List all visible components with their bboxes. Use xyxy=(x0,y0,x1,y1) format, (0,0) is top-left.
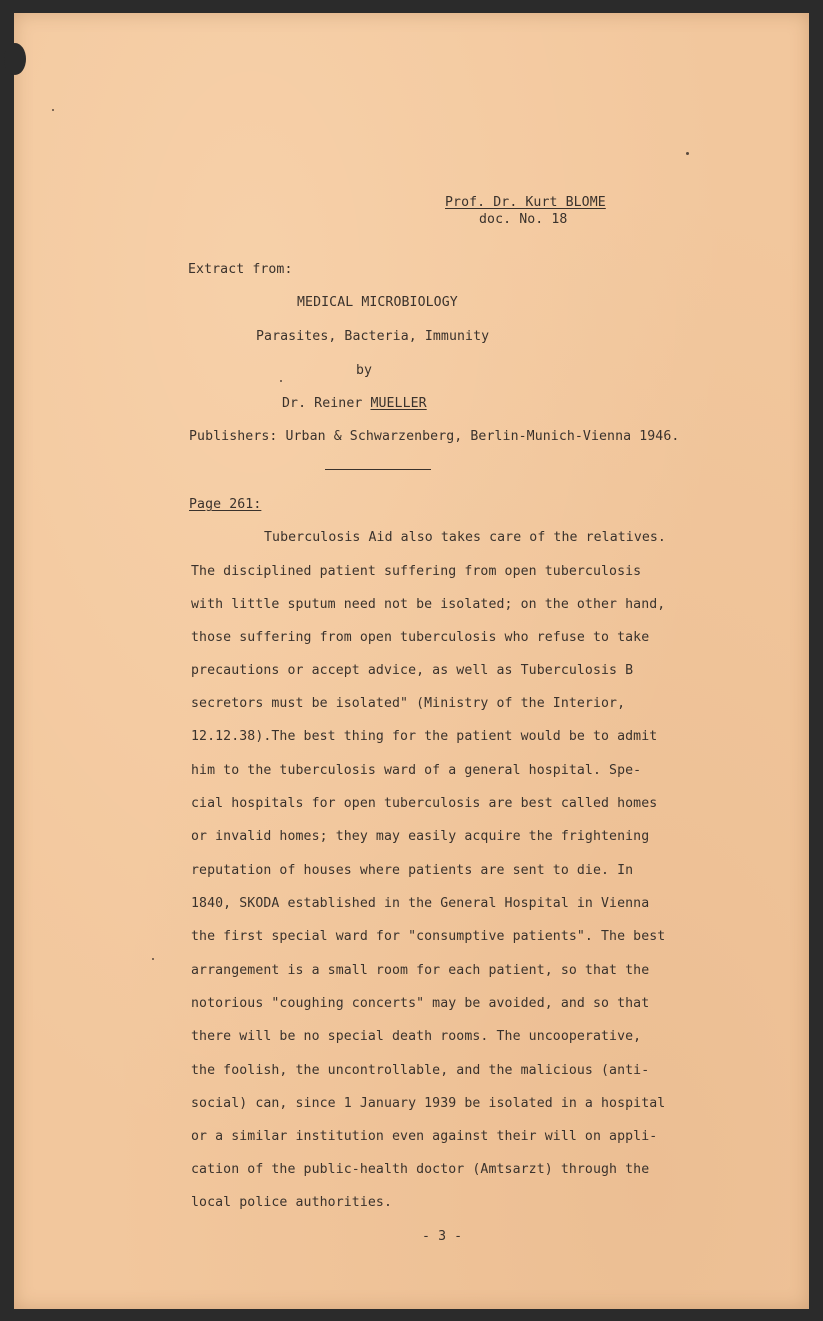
document-number: doc. No. 18 xyxy=(479,212,568,227)
body-line: reputation of houses where patients are sent to die. In xyxy=(191,863,634,878)
body-line: Tuberculosis Aid also takes care of the relatives. xyxy=(264,530,666,545)
body-line: the foolish, the uncontrollable, and the malicious (anti- xyxy=(191,1063,650,1078)
body-line: precautions or accept advice, as well as Tuberculosis B xyxy=(191,663,634,678)
body-line: The disciplined patient suffering from open tuberculosis xyxy=(191,564,642,579)
body-line: 1840, SKODA established in the General Hospital in Vienna xyxy=(191,896,650,911)
body-line: or a similar institution even against their will on appli- xyxy=(191,1129,658,1144)
book-author xyxy=(282,396,427,412)
body-line: with little sputum need not be isolated; on the other hand, xyxy=(191,597,666,612)
body-line: notorious "coughing concerts" may be avoided, and so that xyxy=(191,996,650,1011)
by-label: by xyxy=(356,363,373,378)
body-line: those suffering from open tuberculosis who refuse to take xyxy=(191,630,650,645)
author-surname: MUELLER xyxy=(370,396,427,411)
publishers-line: Publishers: Urban & Schwarzenberg, Berlin-Munich-Vienna 1946. xyxy=(189,429,680,444)
body-line: or invalid homes; they may easily acquire the frightening xyxy=(191,829,650,844)
book-subtitle: Parasites, Bacteria, Immunity xyxy=(256,329,490,344)
paper-speck xyxy=(686,152,689,155)
page-reference: Page 261: xyxy=(189,497,262,512)
paper-speck xyxy=(52,109,54,111)
extract-from-label: Extract from: xyxy=(188,262,293,277)
body-line: there will be no special death rooms. The uncooperative, xyxy=(191,1029,642,1044)
document-page xyxy=(14,13,809,1309)
body-line: cation of the public-health doctor (Amtsarzt) through the xyxy=(191,1162,650,1177)
body-line: local police authorities. xyxy=(191,1195,392,1210)
body-line: social) can, since 1 January 1939 be isolated in a hospital xyxy=(191,1096,666,1111)
body-line: arrangement is a small room for each patient, so that the xyxy=(191,963,650,978)
punch-hole xyxy=(4,43,26,75)
body-line: the first special ward for "consumptive patients". The best xyxy=(191,929,666,944)
paper-speck xyxy=(280,380,282,382)
separator-rule xyxy=(325,469,431,470)
page-number: - 3 - xyxy=(422,1229,463,1244)
paper-speck xyxy=(152,958,154,960)
body-line: cial hospitals for open tuberculosis are best called homes xyxy=(191,796,658,811)
body-line: secretors must be isolated" (Ministry of the Interior, xyxy=(191,696,626,711)
author-reference: Prof. Dr. Kurt BLOME xyxy=(445,195,606,210)
author-prefix: Dr. Reiner xyxy=(282,396,371,411)
book-title: MEDICAL MICROBIOLOGY xyxy=(297,295,458,310)
body-line: him to the tuberculosis ward of a general hospital. Spe- xyxy=(191,763,642,778)
body-line: 12.12.38).The best thing for the patient would be to admit xyxy=(191,729,658,744)
